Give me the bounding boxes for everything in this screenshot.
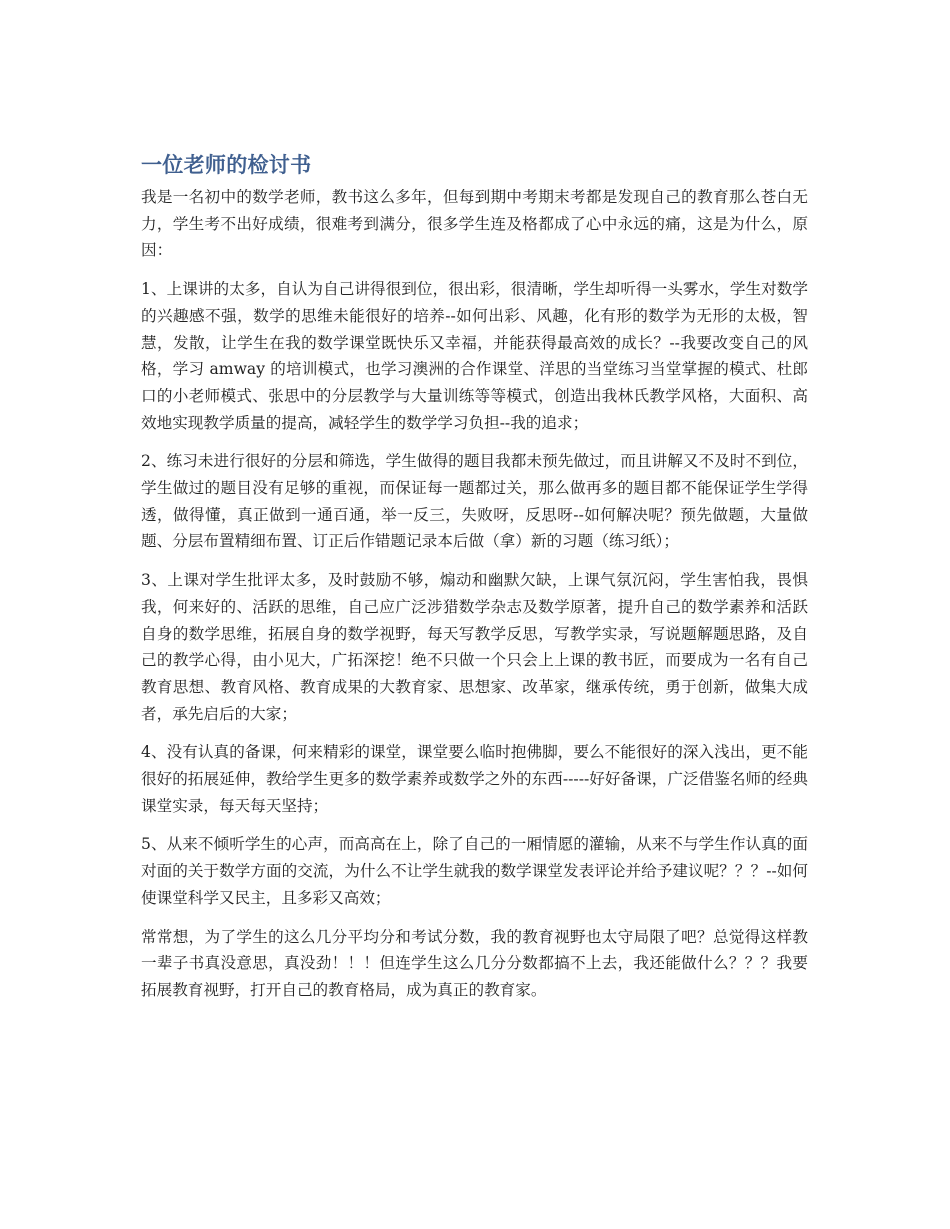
paragraph-point-5: 5、从来不倾听学生的心声，而高高在上，除了自己的一厢情愿的灌输，从来不与学生作认真的面对面的关于数学方面的交流，为什么不让学生就我的数学课堂发表评论并给予建议呢？？？--如何使课堂科学又民主，且多彩又高效； bbox=[141, 835, 808, 907]
paragraph-conclusion: 常常想，为了学生的这么几分平均分和考试分数，我的教育视野也太守局限了吧？总觉得这样教一辈子书真没意思，真没劲！！！但连学生这么几分分数都搞不上去，我还能做什么？？？我要拓展教育视野，打开自己的教育格局，成为真正的教育家。 bbox=[141, 927, 808, 999]
paragraph-intro: 我是一名初中的数学老师，教书这么多年，但每到期中考期末考都是发现自己的教育那么苍白无力，学生考不出好成绩，很难考到满分，很多学生连及格都成了心中永远的痛，这是为什么，原因： bbox=[141, 188, 808, 260]
document-body bbox=[141, 150, 808, 1016]
paragraph-point-2: 2、练习未进行很好的分层和筛选，学生做得的题目我都未预先做过，而且讲解又不及时不到位，学生做过的题目没有足够的重视，而保证每一题都过关，那么做再多的题目都不能保证学生学得透，做得懂，真正做到一通百通，举一反三，失败呀，反思呀--如何解决呢？预先做题，大量做题、分层布置精细布置、订正后作错题记录本后做（拿）新的习题（练习纸）； bbox=[141, 452, 808, 551]
paragraph-point-1: 1、上课讲的太多，自认为自己讲得很到位，很出彩，很清晰，学生却听得一头雾水，学生对数学的兴趣感不强，数学的思维未能很好的培养--如何出彩、风趣，化有形的数学为无形的太极，智慧，发散，让学生在我的数学课堂既快乐又幸福，并能获得最高效的成长？--我要改变自己的风格，学习 amway 的培训模式，也学习澳洲的合作课堂、洋思的当堂练习当堂掌握的模式、杜郎口的小老师模式、张思中的分层教学与大量训练等等模式，创造出我林氏教学风格，大面积、高效地实现教学质量的提高，减轻学生的数学学习负担--我的追求； bbox=[141, 280, 808, 432]
document-title: 一位老师的检讨书 bbox=[141, 153, 312, 177]
paragraph-point-3: 3、上课对学生批评太多，及时鼓励不够，煽动和幽默欠缺，上课气氛沉闷，学生害怕我，畏惧我，何来好的、活跃的思维，自己应广泛涉猎数学杂志及数学原著，提升自己的数学素养和活跃自身的数学思维，拓展自身的数学视野，每天写教学反思，写教学实录，写说题解题思路，及自己的教学心得，由小见大，广拓深挖！绝不只做一个只会上上课的教书匠，而要成为一名有自己教育思想、教育风格、教育成果的大教育家、思想家、改革家，继承传统，勇于创新，做集大成者，承先启后的大家； bbox=[141, 571, 808, 723]
paragraph-point-4: 4、没有认真的备课，何来精彩的课堂，课堂要么临时抱佛脚，要么不能很好的深入浅出，更不能很好的拓展延伸，教给学生更多的数学素养或数学之外的东西-----好好备课，广泛借鉴名师的经典课堂实录，每天每天坚持； bbox=[141, 743, 808, 815]
